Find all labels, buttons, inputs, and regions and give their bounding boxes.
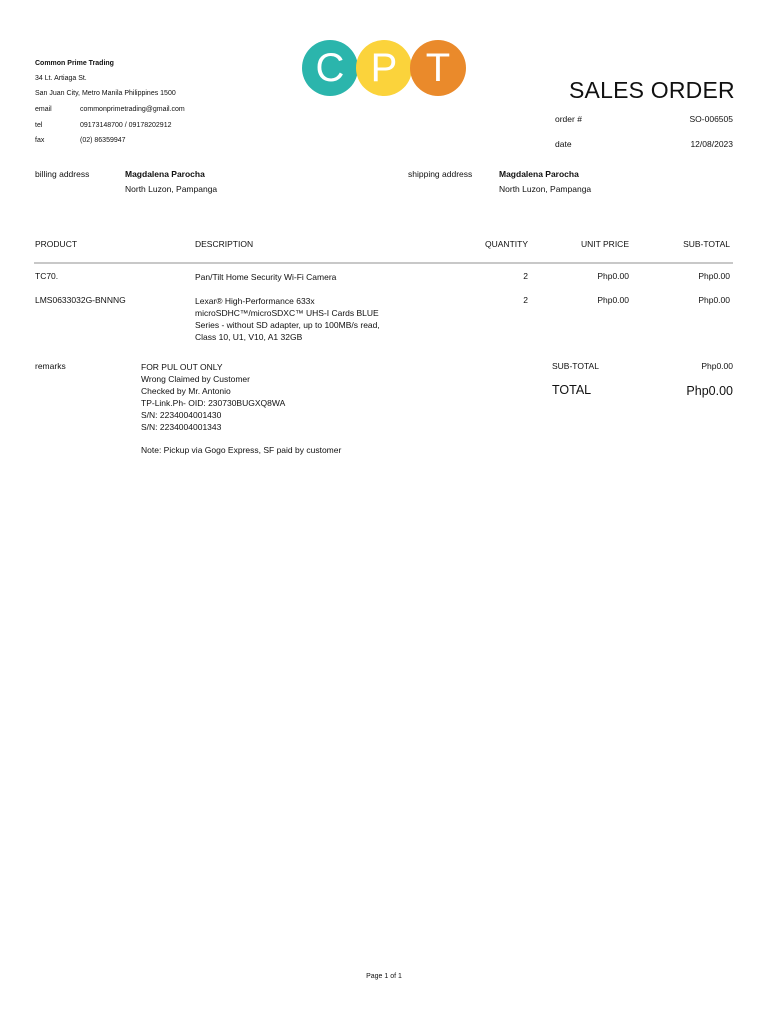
company-fax: (02) 86359947 (80, 137, 126, 144)
billing-address: North Luzon, Pampanga (125, 184, 218, 194)
remarks-line: TP-Link.Ph- OID: 230730BUGXQ8WA (141, 398, 286, 408)
order-date: 12/08/2023 (690, 139, 733, 149)
document-title: SALES ORDER (569, 77, 735, 103)
subtotal-label: SUB-TOTAL (552, 361, 599, 371)
shipping-name: Magdalena Parocha (499, 169, 579, 179)
order-number-label: order # (555, 114, 582, 124)
company-logo (300, 38, 468, 98)
shipping-address: North Luzon, Pampanga (499, 184, 592, 194)
remarks-line: Wrong Claimed by Customer (141, 374, 250, 384)
remarks-line: Checked by Mr. Antonio (141, 386, 231, 396)
row-subtotal: Php0.00 (698, 271, 730, 281)
company-address-line1: 34 Lt. Artiaga St. (35, 75, 87, 82)
company-tel: 09173148700 / 09178202912 (80, 122, 172, 129)
table-header-divider (34, 262, 733, 264)
logo-circle-t: T (410, 40, 466, 96)
remarks-text (141, 361, 285, 433)
total-label: TOTAL (552, 383, 592, 397)
row-unit-price: Php0.00 (597, 295, 629, 305)
logo-circle-p: P (356, 40, 412, 96)
fax-label: fax (35, 137, 45, 144)
logo-circle-c: C (302, 40, 358, 96)
row-description-line: Series - without SD adapter, up to 100MB/s read, (195, 320, 380, 330)
col-header-unit-price: UNIT PRICE (580, 239, 629, 249)
pickup-note: Note: Pickup via Gogo Express, SF paid by customer (141, 445, 342, 455)
company-address-line2: San Juan City, Metro Manila Philippines 1500 (35, 90, 176, 97)
remarks-label: remarks (35, 361, 66, 371)
tel-label: tel (35, 122, 43, 129)
row-description (195, 295, 380, 343)
remarks-line: FOR PUL OUT ONLY (141, 362, 223, 372)
date-label: date (555, 139, 572, 149)
col-header-product: PRODUCT (35, 239, 78, 249)
page-number: Page 1 of 1 (366, 973, 402, 980)
email-label: email (35, 106, 52, 113)
total-value: Php0.00 (686, 384, 733, 398)
row-quantity: 2 (523, 271, 528, 281)
col-header-description: DESCRIPTION (195, 239, 254, 249)
billing-name: Magdalena Parocha (125, 169, 205, 179)
row-unit-price: Php0.00 (597, 271, 629, 281)
remarks-line: S/N: 2234004001430 (141, 410, 222, 420)
shipping-address-label: shipping address (408, 169, 473, 179)
col-header-subtotal: SUB-TOTAL (683, 239, 730, 249)
row-quantity: 2 (523, 295, 528, 305)
remarks-line: S/N: 2234004001343 (141, 422, 222, 432)
row-description-line: microSDHC™/microSDXC™ UHS-I Cards BLUE (195, 308, 379, 318)
row-product: TC70. (35, 271, 59, 281)
col-header-quantity: QUANTITY (485, 239, 528, 249)
order-number: SO-006505 (689, 114, 733, 124)
company-email: commonprimetrading@gmail.com (80, 106, 185, 113)
subtotal-value: Php0.00 (701, 361, 733, 371)
company-name: Common Prime Trading (35, 60, 114, 67)
row-product: LMS0633032G-BNNNG (35, 295, 126, 305)
row-description-line: Class 10, U1, V10, A1 32GB (195, 332, 303, 342)
row-description: Pan/Tilt Home Security Wi-Fi Camera (195, 272, 337, 282)
billing-address-label: billing address (35, 169, 90, 179)
row-description-line: Lexar® High-Performance 633x (195, 296, 315, 306)
row-subtotal: Php0.00 (698, 295, 730, 305)
